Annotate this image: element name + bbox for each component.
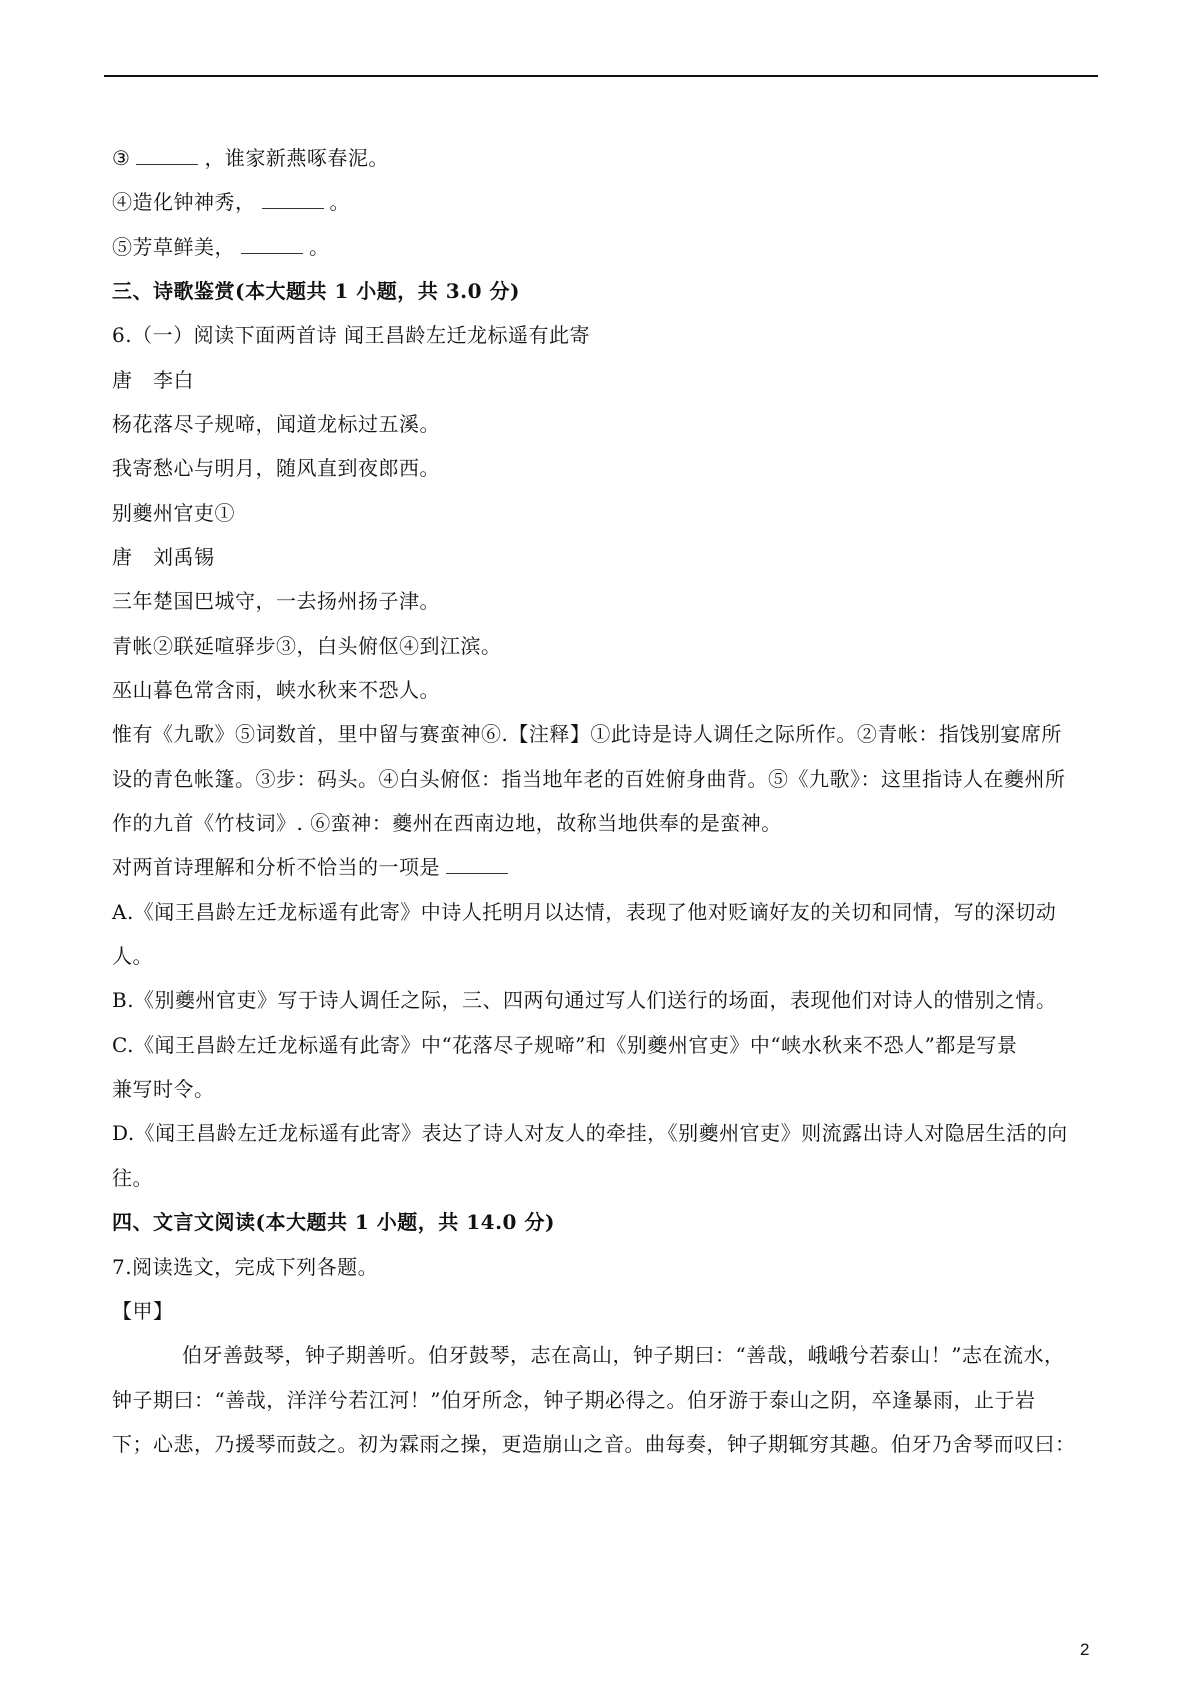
item4-suffix: 。 bbox=[329, 190, 350, 214]
item5-prefix: ⑤芳草鲜美， bbox=[112, 235, 235, 259]
q6-question-text: 对两首诗理解和分析不恰当的一项是 bbox=[112, 855, 440, 879]
option-c-line: 兼写时令。 bbox=[112, 1077, 215, 1101]
answer-blank-4[interactable] bbox=[262, 190, 324, 209]
passage-line: 钟子期曰：“善哉，洋洋兮若江河！”伯牙所念，钟子期必得之。伯牙游于泰山之阴，卒逢暴雨，止于岩 bbox=[112, 1388, 1036, 1412]
poem2-author: 唐 刘禹锡 bbox=[112, 545, 215, 569]
fill-blank-item-5 bbox=[112, 233, 330, 261]
option-c-line: C.《闻王昌龄左迁龙标遥有此寄》中“花落尽子规啼”和《别夔州官吏》中“峡水秋来不恐人”都是写景 bbox=[112, 1033, 1018, 1057]
answer-blank-5[interactable] bbox=[241, 235, 303, 254]
part-label-jia: 【甲】 bbox=[112, 1299, 174, 1323]
option-a-line: 人。 bbox=[112, 944, 153, 968]
item4-prefix: ④造化钟神秀， bbox=[112, 190, 256, 214]
page-number: 2 bbox=[1080, 1640, 1090, 1659]
poem1-author: 唐 李白 bbox=[112, 368, 194, 392]
poem2-line: 青帐②联延喧驿步③，白头俯伛④到江滨。 bbox=[112, 634, 502, 658]
passage-line: 下；心悲，乃援琴而鼓之。初为霖雨之操，更造崩山之音。曲每奏，钟子期辄穷其趣。伯牙乃舍琴而叹曰： bbox=[112, 1432, 1076, 1456]
fill-blank-item-4 bbox=[112, 188, 350, 216]
answer-blank-q6[interactable] bbox=[446, 855, 508, 874]
option-d-line: D.《闻王昌龄左迁龙标遥有此寄》表达了诗人对友人的牵挂，《别夔州官吏》则流露出诗人对隐居生活的向 bbox=[112, 1121, 1068, 1145]
q6-intro: 6.（一）阅读下面两首诗 闻王昌龄左迁龙标遥有此寄 bbox=[112, 323, 590, 347]
notes-line: 作的九首《竹枝词》. ⑥蛮神：夔州在西南边地，故称当地供奉的是蛮神。 bbox=[112, 811, 782, 835]
item5-suffix: 。 bbox=[309, 235, 330, 259]
poem2-title: 别夔州官吏① bbox=[112, 501, 235, 525]
notes-line: 设的青色帐篷。③步：码头。④白头俯伛：指当地年老的百姓俯身曲背。⑤《九歌》：这里指诗人在夔州所 bbox=[112, 767, 1066, 791]
option-a-line: A.《闻王昌龄左迁龙标遥有此寄》中诗人托明月以达情，表现了他对贬谪好友的关切和同情，写的深切动 bbox=[112, 900, 1057, 924]
poem2-line: 巫山暮色常含雨，峡水秋来不恐人。 bbox=[112, 678, 440, 702]
poem2-line: 三年楚国巴城守，一去扬州扬子津。 bbox=[112, 589, 440, 613]
q6-question bbox=[112, 853, 514, 881]
poem1-line: 杨花落尽子规啼，闻道龙标过五溪。 bbox=[112, 412, 440, 436]
item3-suffix: ，谁家新燕啄春泥。 bbox=[204, 146, 389, 170]
item3-prefix: ③ bbox=[112, 146, 131, 170]
poem1-line: 我寄愁心与明月，随风直到夜郎西。 bbox=[112, 456, 440, 480]
section-4-heading: 四、文言文阅读(本大题共 1 小题，共 14.0 分) bbox=[112, 1210, 555, 1234]
option-b-line: B.《别夔州官吏》写于诗人调任之际，三、四两句通过写人们送行的场面，表现他们对诗人的惜别之情。 bbox=[112, 988, 1057, 1012]
notes-line: 惟有《九歌》⑤词数首，里中留与赛蛮神⑥.【注释】①此诗是诗人调任之际所作。②青帐：指饯别宴席所 bbox=[112, 722, 1062, 746]
answer-blank-3[interactable] bbox=[136, 146, 198, 165]
fill-blank-item-3 bbox=[112, 144, 389, 172]
passage-line: 伯牙善鼓琴，钟子期善听。伯牙鼓琴，志在高山，钟子期曰：“善哉，峨峨兮若泰山！”志在流水， bbox=[182, 1343, 1065, 1367]
option-d-line: 往。 bbox=[112, 1166, 153, 1190]
header-rule bbox=[104, 75, 1098, 77]
q7-intro: 7.阅读选文，完成下列各题。 bbox=[112, 1255, 379, 1279]
section-3-heading: 三、诗歌鉴赏(本大题共 1 小题，共 3.0 分) bbox=[112, 279, 520, 303]
